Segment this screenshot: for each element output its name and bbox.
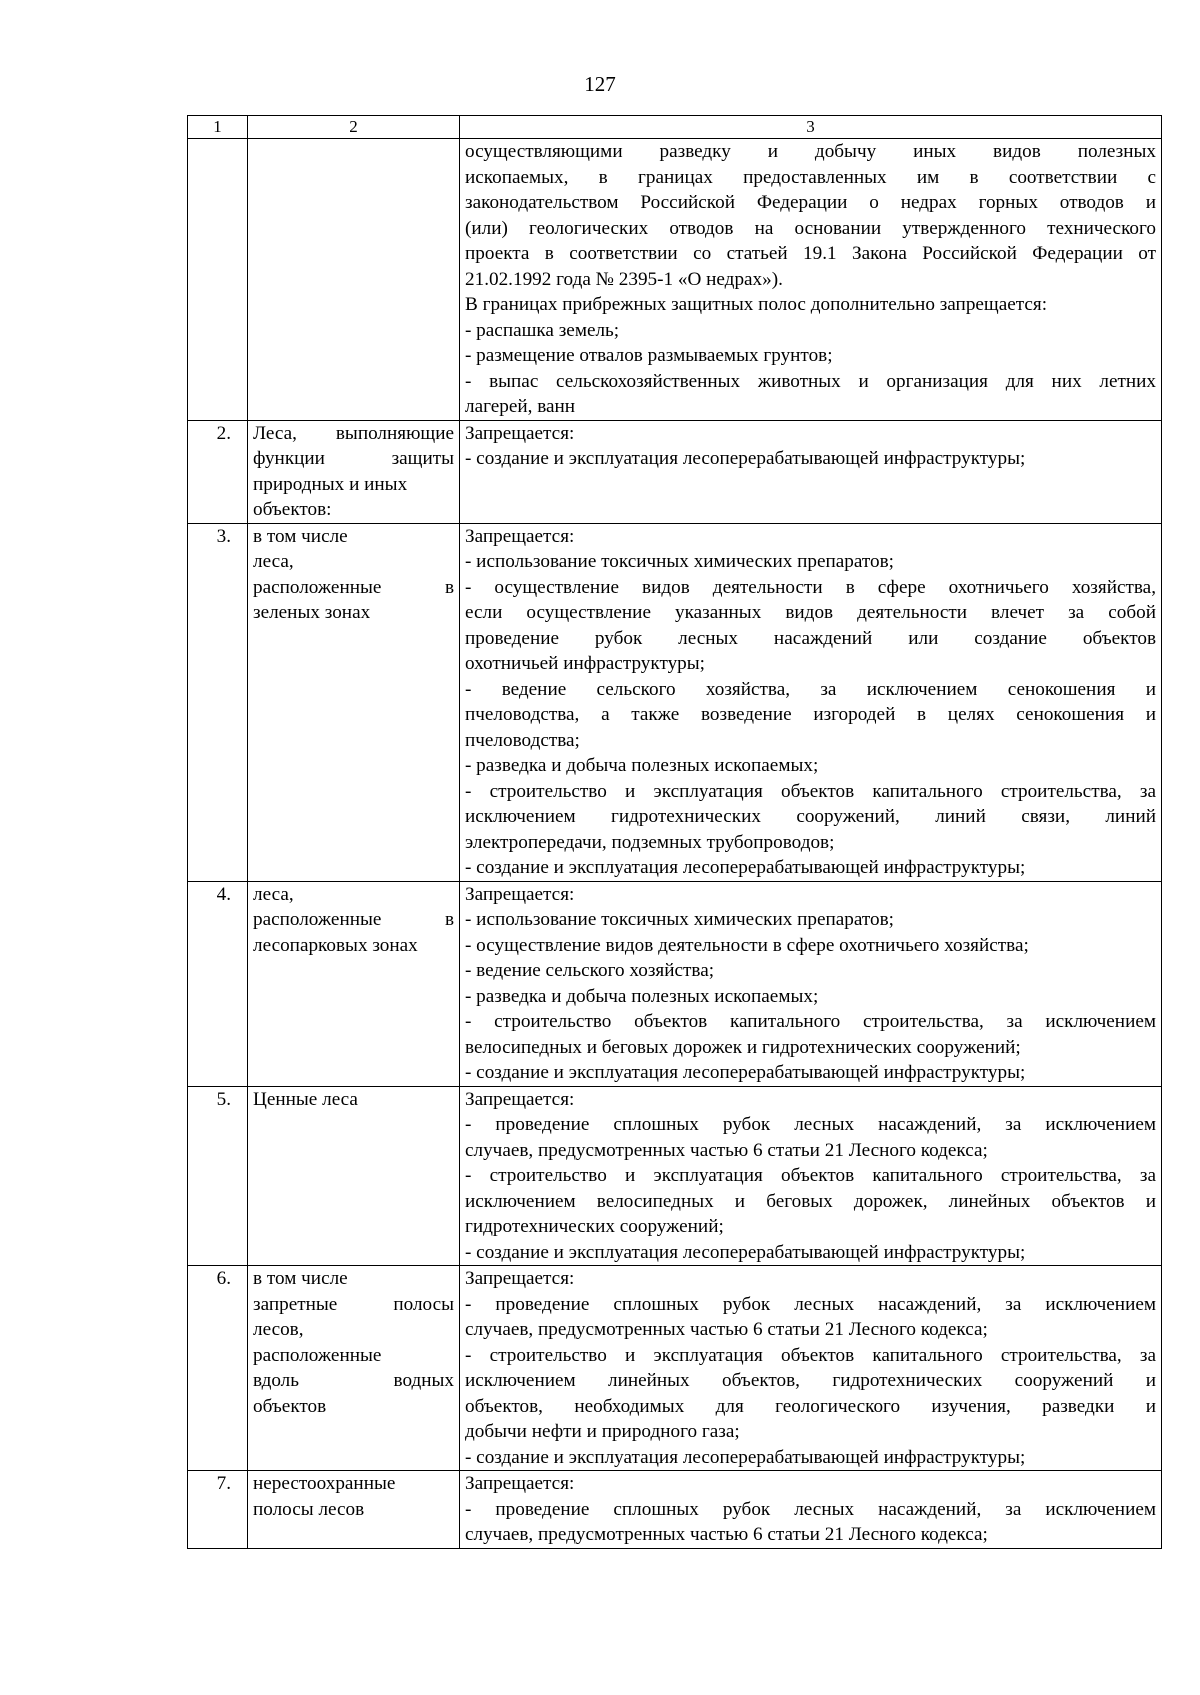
table-row	[188, 139, 1162, 421]
text-line: гидротехнических сооружений;	[465, 1216, 724, 1237]
text-line: случаев, предусмотренных частью 6 статьи 21 Лесного кодекса;	[465, 1524, 988, 1545]
text-line: добычи нефти и природного газа;	[465, 1421, 740, 1442]
header-row	[188, 116, 1162, 139]
text-line: Запрещается:	[465, 525, 575, 547]
text-line: - создание и эксплуатация лесоперерабатывающей инфраструктуры;	[465, 857, 1026, 878]
table-row	[188, 1086, 1162, 1266]
text-line: полосы лесов	[253, 1498, 365, 1520]
text-line: объектов	[253, 1395, 327, 1417]
text-line: - использование токсичных химических препаратов;	[465, 909, 895, 930]
text-line: проведение рубок лесных насаждений или создание объектов	[465, 627, 1156, 649]
text-line: - строительство и эксплуатация объектов капитального строительства, за	[465, 1344, 1156, 1366]
text-line: расположенные	[253, 1344, 382, 1366]
text-line: - осуществление видов деятельности в сфере охотничьего хозяйства,	[465, 576, 1156, 598]
row-number: 2.	[188, 420, 248, 523]
text-line: случаев, предусмотренных частью 6 статьи 21 Лесного кодекса;	[465, 1139, 988, 1161]
page-number: 127	[584, 72, 616, 96]
text-line: - создание и эксплуатация лесоперерабатывающей инфраструктуры;	[465, 1241, 1026, 1263]
text-line: электропередачи, подземных трубопроводов;	[465, 831, 835, 853]
text-line: в том числе	[253, 1268, 348, 1289]
header-col-1: 1	[188, 116, 248, 139]
text-line: - разведка и добыча полезных ископаемых;	[465, 985, 819, 1007]
text-line: осуществляющими разведку и добычу иных видов полезных	[465, 141, 1156, 162]
text-line: объектов:	[253, 499, 332, 520]
forest-category	[248, 881, 460, 1086]
table-row	[188, 1471, 1162, 1549]
text-line: - распашка земель;	[465, 319, 620, 341]
text-line: охотничьей инфраструктуры;	[465, 653, 705, 674]
text-line: зеленых зонах	[253, 602, 371, 623]
row-number: 5.	[188, 1086, 248, 1266]
text-line: исключением велосипедных и беговых дорожек, линейных объектов и	[465, 1190, 1156, 1212]
text-line: - проведение сплошных рубок лесных насаждений, за исключением	[465, 1114, 1156, 1135]
table-row	[188, 881, 1162, 1086]
text-line: вдоль водных	[253, 1370, 454, 1391]
text-line: - ведение сельского хозяйства, за исключением сенокошения и	[465, 678, 1156, 700]
text-line: лагерей, ванн	[465, 396, 576, 417]
text-line: Леса, выполняющие	[253, 422, 454, 444]
text-line: велосипедных и беговых дорожек и гидротехнических сооружений;	[465, 1036, 1021, 1058]
table-body	[188, 116, 1162, 1549]
text-line: если осуществление указанных видов деятельности влечет за собой	[465, 602, 1156, 623]
forest-category	[248, 1086, 460, 1266]
text-line: Запрещается:	[465, 1473, 575, 1494]
header-col-2: 2	[248, 116, 460, 139]
text-line: проекта в соответствии со статьей 19.1 Закона Российской Федерации от	[465, 243, 1156, 264]
restrictions-text	[460, 1086, 1162, 1266]
text-line: ископаемых, в границах предоставленных им в соответствии с	[465, 166, 1156, 188]
forest-category	[248, 523, 460, 881]
text-line: пчеловодства, а также возведение изгородей в целях сенокошения и	[465, 704, 1156, 725]
table-row	[188, 420, 1162, 523]
forest-category	[248, 420, 460, 523]
text-line: исключением гидротехнических сооружений, линий связи, линий	[465, 806, 1156, 827]
restrictions-text	[460, 881, 1162, 1086]
restrictions-text	[460, 420, 1162, 523]
text-line: лесопарковых зонах	[253, 934, 418, 956]
text-line: функции защиты	[253, 448, 454, 469]
text-line: - осуществление видов деятельности в сфере охотничьего хозяйства;	[465, 934, 1029, 956]
table-row	[188, 523, 1162, 881]
text-line: запретные полосы	[253, 1293, 454, 1315]
text-line: Запрещается:	[465, 1268, 575, 1289]
text-line: расположенные в	[253, 909, 454, 930]
text-line: Запрещается:	[465, 883, 575, 905]
table-row	[188, 1266, 1162, 1471]
text-line: 21.02.1992 года № 2395-1 «О недрах»).	[465, 268, 783, 290]
text-line: - ведение сельского хозяйства;	[465, 960, 715, 981]
text-line: исключением линейных объектов, гидротехнических сооружений и	[465, 1370, 1156, 1391]
text-line: - создание и эксплуатация лесоперерабатывающей инфраструктуры;	[465, 1062, 1026, 1083]
text-line: В границах прибрежных защитных полос дополнительно запрещается:	[465, 294, 1048, 315]
text-line: - разведка и добыча полезных ископаемых;	[465, 755, 819, 776]
text-line: - строительство и эксплуатация объектов капитального строительства, за	[465, 780, 1156, 802]
text-line: расположенные в	[253, 576, 454, 598]
text-line: - строительство и эксплуатация объектов капитального строительства, за	[465, 1165, 1156, 1186]
row-number: 4.	[188, 881, 248, 1086]
text-line: случаев, предусмотренных частью 6 статьи 21 Лесного кодекса;	[465, 1319, 988, 1340]
text-line: нерестоохранные	[253, 1473, 396, 1494]
text-line: законодательством Российской Федерации о недрах горных отводов и	[465, 192, 1156, 213]
row-number: 3.	[188, 523, 248, 881]
text-line: объектов, необходимых для геологического изучения, разведки и	[465, 1395, 1156, 1417]
row-number	[188, 139, 248, 421]
row-number: 7.	[188, 1471, 248, 1549]
text-line: - создание и эксплуатация лесоперерабатывающей инфраструктуры;	[465, 448, 1026, 469]
restrictions-text	[460, 1471, 1162, 1549]
text-line: Ценные леса	[253, 1088, 358, 1110]
header-col-3: 3	[460, 116, 1162, 139]
text-line: Запрещается:	[465, 422, 575, 444]
text-line: - проведение сплошных рубок лесных насаждений, за исключением	[465, 1293, 1156, 1315]
text-line: леса,	[253, 551, 294, 572]
forest-category	[248, 1471, 460, 1549]
text-line: - использование токсичных химических препаратов;	[465, 551, 895, 572]
restrictions-text	[460, 1266, 1162, 1471]
restrictions-text	[460, 523, 1162, 881]
forest-category	[248, 139, 460, 421]
text-line: - проведение сплошных рубок лесных насаждений, за исключением	[465, 1498, 1156, 1520]
text-line: лесов,	[253, 1319, 304, 1340]
row-number: 6.	[188, 1266, 248, 1471]
text-line: в том числе	[253, 525, 348, 547]
text-line: природных и иных	[253, 473, 408, 495]
text-line: (или) геологических отводов на основании утвержденного технического	[465, 217, 1156, 239]
text-line: пчеловодства;	[465, 729, 580, 751]
restrictions-table	[187, 115, 1162, 1549]
text-line: Запрещается:	[465, 1088, 575, 1110]
text-line: - выпас сельскохозяйственных животных и организация для них летних	[465, 370, 1156, 392]
text-line: - создание и эксплуатация лесоперерабатывающей инфраструктуры;	[465, 1446, 1026, 1468]
forest-category	[248, 1266, 460, 1471]
text-line: - строительство объектов капитального строительства, за исключением	[465, 1011, 1156, 1032]
text-line: - размещение отвалов размываемых грунтов;	[465, 345, 833, 366]
restrictions-text	[460, 139, 1162, 421]
text-line: леса,	[253, 883, 294, 905]
